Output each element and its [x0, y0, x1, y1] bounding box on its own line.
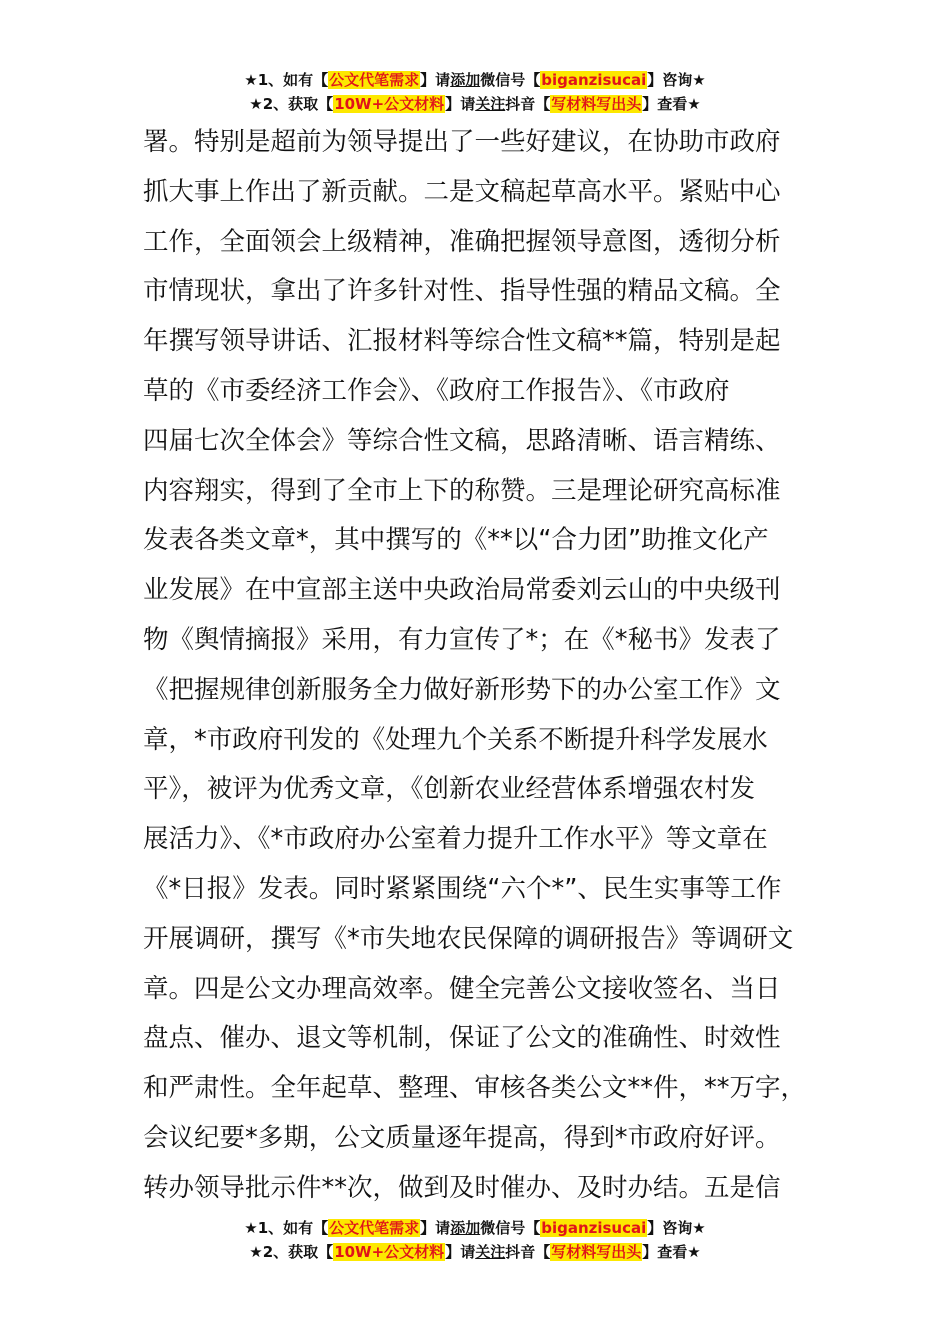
douyin-account-highlight: 写材料写出头: [551, 1243, 642, 1261]
banner-text: 】请: [445, 95, 476, 113]
banner-line-1: [0, 1216, 950, 1240]
body-line: 章，*市政府刊发的《处理九个关系不断提升科学发展水: [143, 724, 768, 755]
highlight-tag: 10W+公文材料: [334, 1243, 445, 1261]
underlined-text: 添加: [450, 71, 481, 89]
banner-line-1: [0, 68, 950, 92]
banner-text: 】咨询★: [647, 71, 706, 89]
body-line: 年撰写领导讲话、汇报材料等综合性文稿**篇，特别是起: [143, 326, 781, 357]
highlight-tag: 公文代笔需求: [329, 71, 420, 89]
banner-line-2: [0, 92, 950, 116]
banner-text: 】查看★: [642, 1243, 701, 1261]
body-line: 会议纪要*多期，公文质量逐年提高，得到*市政府好评。: [143, 1122, 781, 1153]
footer-banner: [0, 1216, 950, 1264]
body-line: 抓大事上作出了新贡献。二是文稿起草高水平。紧贴中心: [143, 176, 781, 207]
underlined-text: 添加: [450, 1219, 481, 1237]
underlined-text: 关注: [475, 95, 506, 113]
banner-text: ★1、如有【: [244, 71, 329, 89]
banner-text: ★1、如有【: [244, 1219, 329, 1237]
body-line: 工作，全面领会上级精神，准确把握领导意图，透彻分析: [143, 226, 781, 257]
banner-text: ★2、获取【: [249, 95, 334, 113]
banner-text: 抖音【: [505, 95, 551, 113]
body-line: 草的《市委经济工作会》、《政府工作报告》、《市政府: [143, 375, 730, 406]
body-line: 平》，被评为优秀文章，《创新农业经营体系增强农村发: [143, 774, 756, 805]
body-line: 盘点、催办、退文等机制，保证了公文的准确性、时效性: [143, 1023, 781, 1054]
underlined-text: 关注: [475, 1243, 506, 1261]
banner-text: 微信号【: [480, 71, 541, 89]
body-line: 展活力》、《*市政府办公室着力提升工作水平》等文章在: [143, 824, 768, 855]
banner-text: 抖音【: [505, 1243, 551, 1261]
banner-text: ★2、获取【: [249, 1243, 334, 1261]
body-line: 四届七次全体会》等综合性文稿，思路清晰、语言精练、: [143, 425, 781, 456]
body-line: 内容翔实，得到了全市上下的称赞。三是理论研究高标准: [143, 475, 781, 506]
body-line: 章。四是公文办理高效率。健全完善公文接收签名、当日: [143, 973, 781, 1004]
body-line: 发表各类文章*，其中撰写的《**以“合力团”助推文化产: [143, 525, 769, 556]
douyin-account-highlight: 写材料写出头: [551, 95, 642, 113]
banner-text: 】请: [420, 1219, 451, 1237]
banner-text: 】请: [445, 1243, 476, 1261]
body-line: 物《舆情摘报》采用，有力宣传了*；在《*秘书》发表了: [143, 624, 781, 655]
banner-text: 微信号【: [480, 1219, 541, 1237]
wechat-id-highlight: biganzisucai: [541, 71, 647, 89]
body-line: 业发展》在中宣部主送中央政治局常委刘云山的中央级刊: [143, 575, 781, 606]
body-line: 开展调研，撰写《*市失地农民保障的调研报告》等调研文: [143, 923, 794, 954]
body-line: 转办领导批示件**次，做到及时催办、及时办结。五是信: [143, 1172, 781, 1203]
highlight-tag: 10W+公文材料: [334, 95, 445, 113]
body-line: 《把握规律创新服务全力做好新形势下的办公室工作》文: [143, 674, 781, 705]
body-line: 署。特别是超前为领导提出了一些好建议，在协助市政府: [143, 127, 781, 157]
highlight-tag: 公文代笔需求: [329, 1219, 420, 1237]
body-line: 《*日报》发表。同时紧紧围绕“六个*”、民生实事等工作: [143, 873, 782, 904]
banner-text: 】咨询★: [647, 1219, 706, 1237]
wechat-id-highlight: biganzisucai: [541, 1219, 647, 1237]
body-line: 市情现状，拿出了许多针对性、指导性强的精品文稿。全: [143, 276, 781, 307]
header-banner: [0, 68, 950, 116]
body-line: 和严肃性。全年起草、整理、审核各类公文**件，**万字，: [143, 1073, 807, 1104]
document-body: [143, 118, 843, 1214]
banner-line-2: [0, 1240, 950, 1264]
banner-text: 】查看★: [642, 95, 701, 113]
banner-text: 】请: [420, 71, 451, 89]
